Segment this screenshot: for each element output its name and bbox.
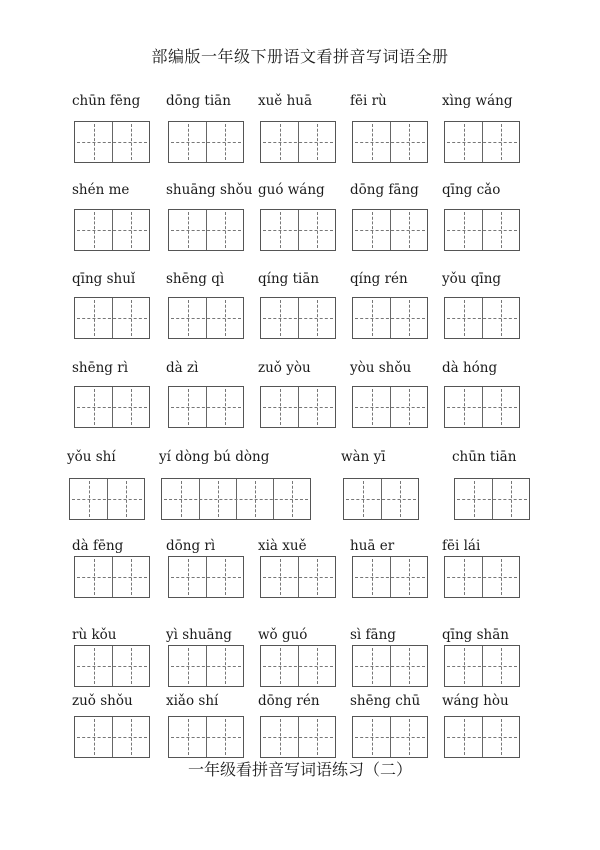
character-writing-grid[interactable]	[168, 716, 244, 758]
pinyin-label: dà hóng	[442, 360, 498, 376]
guide-line-horizontal	[447, 577, 517, 578]
pinyin-label: dōng fāng	[350, 182, 419, 198]
guide-line-horizontal	[263, 666, 333, 667]
guide-line-horizontal	[77, 318, 147, 319]
pinyin-label: yǒu qīng	[442, 271, 502, 287]
pinyin-label: shēng qì	[166, 271, 225, 287]
pinyin-label: zuǒ yòu	[258, 360, 311, 376]
character-writing-grid[interactable]	[352, 121, 428, 163]
pinyin-label: qīng cǎo	[442, 182, 501, 198]
character-writing-grid[interactable]	[352, 716, 428, 758]
guide-line-horizontal	[77, 577, 147, 578]
guide-line-horizontal	[447, 318, 517, 319]
character-writing-grid[interactable]	[260, 121, 336, 163]
pinyin-label: shēng rì	[72, 360, 129, 376]
guide-line-horizontal	[355, 577, 425, 578]
character-writing-grid[interactable]	[260, 556, 336, 598]
character-writing-grid[interactable]	[444, 297, 520, 339]
pinyin-label: yòu shǒu	[350, 360, 412, 376]
guide-line-horizontal	[171, 577, 241, 578]
pinyin-label: zuǒ shǒu	[72, 693, 133, 709]
guide-line-horizontal	[171, 666, 241, 667]
page-title: 部编版一年级下册语文看拼音写词语全册	[151, 47, 449, 66]
pinyin-label: xiǎo shí	[166, 693, 219, 709]
character-writing-grid[interactable]	[260, 716, 336, 758]
character-writing-grid[interactable]	[74, 297, 150, 339]
character-writing-grid[interactable]	[168, 645, 244, 687]
guide-line-horizontal	[77, 142, 147, 143]
pinyin-label: qíng rén	[350, 271, 408, 287]
pinyin-label: huā er	[350, 538, 395, 554]
guide-line-horizontal	[355, 318, 425, 319]
pinyin-label: dà fēng	[72, 538, 124, 554]
guide-line-horizontal	[171, 318, 241, 319]
guide-line-horizontal	[447, 407, 517, 408]
guide-line-horizontal	[355, 666, 425, 667]
character-writing-grid[interactable]	[168, 297, 244, 339]
character-writing-grid[interactable]	[74, 645, 150, 687]
character-writing-grid[interactable]	[444, 716, 520, 758]
guide-line-horizontal	[171, 407, 241, 408]
character-writing-grid[interactable]	[352, 209, 428, 251]
guide-line-horizontal	[447, 142, 517, 143]
pinyin-label: shuāng shǒu	[166, 182, 253, 198]
character-writing-grid[interactable]	[260, 209, 336, 251]
guide-line-horizontal	[355, 230, 425, 231]
guide-line-horizontal	[77, 737, 147, 738]
character-writing-grid[interactable]	[444, 121, 520, 163]
pinyin-label: yí dòng bú dòng	[159, 449, 270, 465]
guide-line-horizontal	[263, 737, 333, 738]
pinyin-label: qīng shuǐ	[72, 271, 136, 287]
pinyin-label: xìng wáng	[442, 93, 513, 109]
pinyin-label: rù kǒu	[72, 627, 117, 643]
pinyin-label: chūn fēng	[72, 93, 141, 109]
pinyin-label: yì shuāng	[166, 627, 232, 643]
pinyin-label: wǒ guó	[258, 627, 308, 643]
character-writing-grid[interactable]	[352, 556, 428, 598]
character-writing-grid[interactable]	[260, 645, 336, 687]
guide-line-horizontal	[355, 407, 425, 408]
guide-line-horizontal	[164, 499, 308, 500]
guide-line-horizontal	[263, 577, 333, 578]
guide-line-horizontal	[171, 737, 241, 738]
guide-line-horizontal	[171, 142, 241, 143]
pinyin-label: wáng hòu	[442, 693, 509, 709]
guide-line-horizontal	[457, 499, 527, 500]
pinyin-label: yǒu shí	[67, 449, 116, 465]
guide-line-horizontal	[447, 737, 517, 738]
pinyin-label: xuě huā	[258, 93, 313, 109]
character-writing-grid[interactable]	[168, 386, 244, 428]
guide-line-horizontal	[263, 407, 333, 408]
pinyin-label: dōng rì	[166, 538, 216, 554]
character-writing-grid[interactable]	[352, 645, 428, 687]
pinyin-label: guó wáng	[258, 182, 325, 198]
character-writing-grid[interactable]	[168, 556, 244, 598]
pinyin-label: xià xuě	[258, 538, 307, 554]
guide-line-horizontal	[355, 142, 425, 143]
character-writing-grid[interactable]	[74, 556, 150, 598]
pinyin-label: shēng chū	[350, 693, 421, 709]
guide-line-horizontal	[355, 737, 425, 738]
character-writing-grid[interactable]	[444, 386, 520, 428]
pinyin-label: dà zì	[166, 360, 199, 376]
guide-line-horizontal	[263, 230, 333, 231]
character-writing-grid[interactable]	[161, 478, 311, 520]
guide-line-horizontal	[447, 230, 517, 231]
character-writing-grid[interactable]	[260, 386, 336, 428]
guide-line-horizontal	[263, 318, 333, 319]
pinyin-label: dōng rén	[258, 693, 320, 709]
character-writing-grid[interactable]	[168, 209, 244, 251]
character-writing-grid[interactable]	[352, 297, 428, 339]
character-writing-grid[interactable]	[74, 209, 150, 251]
character-writing-grid[interactable]	[454, 478, 530, 520]
character-writing-grid[interactable]	[444, 556, 520, 598]
character-writing-grid[interactable]	[74, 716, 150, 758]
guide-line-horizontal	[77, 666, 147, 667]
pinyin-label: shén me	[72, 182, 130, 198]
pinyin-label: sì fāng	[350, 627, 396, 643]
character-writing-grid[interactable]	[444, 209, 520, 251]
character-writing-grid[interactable]	[168, 121, 244, 163]
character-writing-grid[interactable]	[74, 121, 150, 163]
guide-line-horizontal	[72, 499, 142, 500]
guide-line-horizontal	[77, 230, 147, 231]
character-writing-grid[interactable]	[74, 386, 150, 428]
character-writing-grid[interactable]	[343, 478, 419, 520]
guide-line-horizontal	[171, 230, 241, 231]
pinyin-label: qíng tiān	[258, 271, 320, 287]
pinyin-label: fēi rù	[350, 93, 387, 109]
guide-line-horizontal	[77, 407, 147, 408]
character-writing-grid[interactable]	[260, 297, 336, 339]
guide-line-horizontal	[346, 499, 416, 500]
guide-line-horizontal	[263, 142, 333, 143]
section-title: 一年级看拼音写词语练习（二）	[187, 760, 412, 779]
pinyin-label: fēi lái	[442, 538, 481, 554]
character-writing-grid[interactable]	[444, 645, 520, 687]
pinyin-label: dōng tiān	[166, 93, 231, 109]
pinyin-label: wàn yī	[341, 449, 386, 465]
character-writing-grid[interactable]	[352, 386, 428, 428]
guide-line-horizontal	[447, 666, 517, 667]
pinyin-label: qīng shān	[442, 627, 509, 643]
pinyin-label: chūn tiān	[452, 449, 517, 465]
character-writing-grid[interactable]	[69, 478, 145, 520]
